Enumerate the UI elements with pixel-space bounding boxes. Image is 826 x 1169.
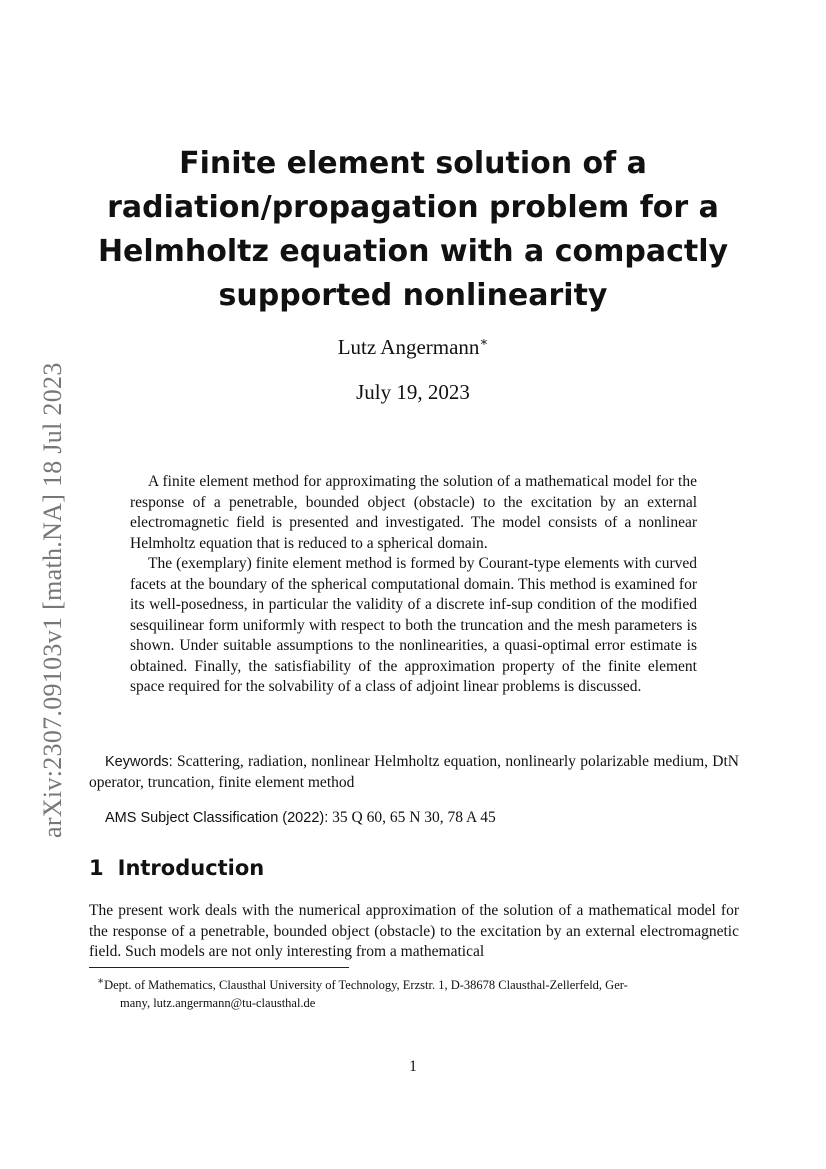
keywords-label: Keywords: — [105, 754, 173, 770]
footnote-line: Dept. of Mathematics, Clausthal University of Technology, Erzstr. 1, D-38678 Clausthal-Zellerfeld, Ger- — [104, 978, 628, 993]
paper-date: July 19, 2023 — [356, 380, 470, 404]
section-number: 1 — [89, 856, 104, 880]
ams-codes: 35 Q 60, 65 N 30, 78 A 45 — [332, 809, 496, 826]
footnote-rule — [89, 967, 349, 968]
arxiv-sidebar — [16, 318, 67, 838]
section-heading — [89, 856, 264, 880]
arxiv-identifier: arXiv:2307.09103v1 [math.NA] 18 Jul 2023 — [38, 362, 67, 838]
footnote — [89, 973, 739, 1012]
page-number: 1 — [409, 1058, 417, 1075]
title-line: Finite element solution of a — [179, 146, 647, 181]
footnote-line: many, lutz.angermann@tu-clausthal.de — [120, 996, 316, 1011]
ams-label: AMS Subject Classification (2022): — [105, 810, 329, 826]
section-title: Introduction — [117, 856, 265, 880]
introduction-paragraph: The present work deals with the numerical approximation of the solution of a mathematical model for the response of a penetrable, bounded object (obstacle) to the excitation by an external electromagnetic field. Such models are not only interesting from a mathematical — [89, 902, 739, 960]
abstract-paragraph: The (exemplary) finite element method is formed by Courant-type elements with curved facets at the boundary of the spherical computational domain. This method is examined for its well-posedness, in particular the validity of a discrete inf-sup condition of the modified sesquilinear form uniformly with respect to both the truncation and the mesh parameters is shown. Under suitable assumptions to the nonlinearities, a quasi-optimal error estimate is obtained. Finally, the satisfiability of the approximation property of the finite element space required for the solvability of a class of adjoint linear problems is discussed. — [130, 555, 697, 695]
abstract — [130, 472, 697, 698]
paper-title — [96, 142, 730, 318]
title-line: Helmholtz equation with a compactly — [97, 234, 729, 269]
author-line — [96, 334, 730, 360]
abstract-paragraph: A finite element method for approximating the solution of a mathematical model for the response of a penetrable, bounded object (obstacle) to the excitation by an external electromagnetic field is presented and investigated. The model consists of a nonlinear Helmholtz equation that is reduced to a spherical domain. — [130, 473, 697, 552]
keywords — [89, 752, 739, 793]
ams-classification — [105, 808, 745, 829]
author-footnote-mark: ∗ — [479, 334, 489, 349]
title-line: supported nonlinearity — [218, 278, 608, 313]
author-name: Lutz Angermann — [337, 335, 480, 359]
footnote-mark: ∗ — [97, 976, 105, 987]
keywords-text: Scattering, radiation, nonlinear Helmholtz equation, nonlinearly polarizable medium, DtN operator, truncation, finite element method — [89, 753, 740, 791]
title-line: radiation/propagation problem for a — [107, 190, 719, 225]
